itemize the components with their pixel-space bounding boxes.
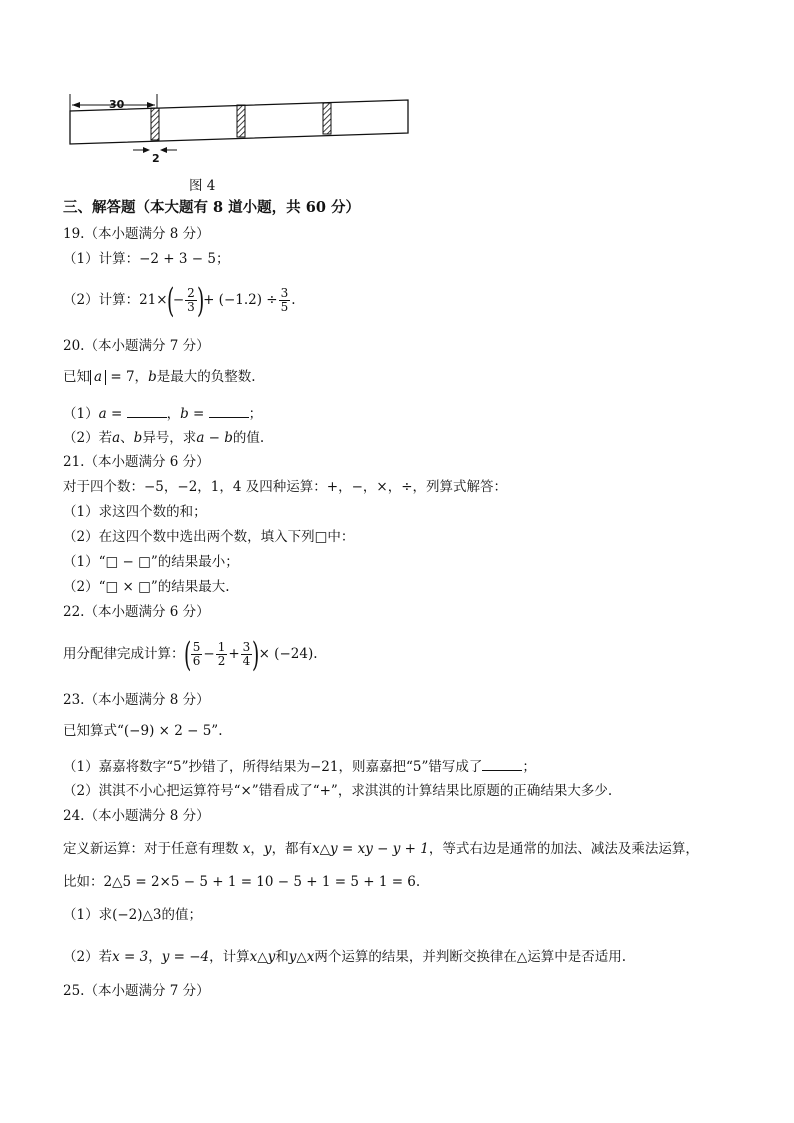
q21-part2-1: （1）“□ − □”的结果最小； (63, 554, 239, 570)
answer-blank-b[interactable] (209, 404, 249, 418)
q19-part2-coef: 21× (139, 292, 168, 308)
q23-header: 23.（本小题满分 8 分） (63, 692, 210, 708)
q19-part1 (63, 250, 229, 268)
q24-stem: 定义新运算：对于任意有理数 x，y，都有x△y = xy − y + 1，等式右边是通常的加法、减法及乘法运算， (63, 841, 699, 857)
dim-label-2: 2 (152, 152, 160, 165)
answer-blank-a[interactable] (127, 404, 167, 418)
fraction-5-6: $\frac{5}{6}$ (192, 640, 201, 668)
overlap-1 (151, 108, 159, 140)
fraction-1-2: $\frac{1}{2}$ (217, 640, 226, 668)
q19-part2-rest: + (−1.2) ÷ (203, 292, 278, 308)
dim-label-30: 30 (109, 98, 125, 111)
q21-header: 21.（本小题满分 6 分） (63, 454, 210, 470)
abs-value-a: a (90, 370, 106, 385)
overlap-2 (237, 105, 245, 137)
q23-part2: （2）淇淇不小心把运算符号“×”错看成了“+”，求淇淇的计算结果比原题的正确结果大多少. (63, 783, 613, 799)
q19-part1-expr: −2 + 3 − 5； (139, 251, 230, 267)
q24-example: 比如：2△5 = 2×5 − 5 + 1 = 10 − 5 + 1 = 5 + 1 = 6. (63, 874, 421, 890)
fraction-3-4: $\frac{3}{4}$ (242, 640, 251, 668)
q19-header: 19.（本小题满分 8 分） (63, 226, 210, 242)
q23-part1: （1）嘉嘉将数字“5”抄错了，所得结果为−21，则嘉嘉把“5”错写成了 ； (63, 759, 536, 775)
q24-part2: （2）若x = 3，y = −4，计算x△y和y△x两个运算的结果，并判断交换律在△运算中是否适用. (63, 949, 627, 965)
section-title: 三、解答题（本大题有 8 道小题，共 60 分） (63, 199, 360, 216)
q19-part1-label: （1）计算： (63, 251, 140, 267)
q19-part2: （2）计算：21×(− $\frac{2}{3}$ )+ (−1.2) ÷ $\frac{3}{5}$ . (63, 280, 296, 321)
q20-header: 20.（本小题满分 7 分） (63, 338, 210, 354)
fraction-3-5: $\frac{3}{5}$ (280, 286, 289, 314)
q20-part2: （2）若a、b异号，求a − b的值. (63, 430, 265, 446)
answer-blank-q23[interactable] (482, 757, 522, 771)
q23-stem: 已知算式“(−9) × 2 − 5”. (63, 723, 223, 739)
q24-header: 24.（本小题满分 8 分） (63, 808, 210, 824)
q19-part2-label: （2）计算： (63, 292, 140, 308)
q22-expr: 用分配律完成计算：( $\frac{5}{6}$ − $\frac{1}{2}$ + $\frac{3}{4}$ )× (−24). (63, 634, 318, 675)
q21-part1: （1）求这四个数的和； (63, 504, 207, 520)
q20-part1: （1）a = ，b = ； (63, 406, 263, 422)
q20-stem: 已知 a = 7，b是最大的负整数. (63, 369, 256, 385)
q19-part2-neg: − (172, 292, 185, 308)
q21-part2-2: （2）“□ × □”的结果最大. (63, 579, 230, 595)
q24-part1: （1）求(−2)△3的值； (63, 907, 202, 923)
q22-header: 22.（本小题满分 6 分） (63, 604, 210, 620)
q21-part2: （2）在这四个数中选出两个数，填入下列□中： (63, 529, 355, 545)
figure-caption: 图 4 (189, 178, 216, 194)
q25-header: 25.（本小题满分 7 分） (63, 983, 210, 999)
overlap-3 (323, 103, 331, 134)
fraction-2-3: $\frac{2}{3}$ (187, 286, 195, 314)
figure-4-diagram (63, 92, 413, 167)
q21-stem: 对于四个数：−5，−2，1，4 及四种运算：+，−，×，÷，列算式解答： (63, 479, 508, 495)
